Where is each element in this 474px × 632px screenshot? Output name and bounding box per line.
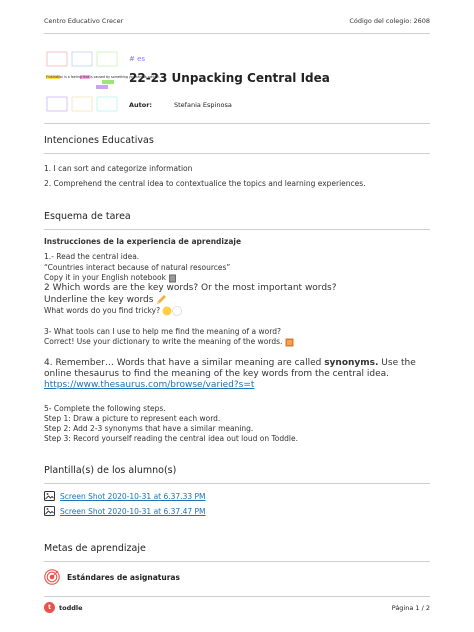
image-file-icon: [44, 506, 55, 516]
notebook-icon: [168, 274, 177, 283]
template-file-link[interactable]: Screen Shot 2020-10-31 at 6.37.47 PM: [60, 506, 206, 516]
templates-heading: Plantilla(s) de los alumno(s): [44, 465, 177, 476]
page-title: 22-23 Unpacking Central Idea: [129, 71, 330, 85]
intention-item: 2. Comprehend the central idea to contextualice the topics and learning experiences.: [44, 179, 366, 188]
task-line: Underline the key words: [44, 294, 167, 306]
target-icon: [44, 569, 60, 585]
author-label: Autor:: [129, 101, 153, 109]
intention-item: 1. I can sort and categorize information: [44, 164, 193, 173]
task-line: online thesaurus to find the meaning of the key words from the central idea.: [44, 369, 390, 379]
page-number: Página 1 / 2: [391, 603, 430, 612]
divider: [44, 229, 430, 230]
divider: [44, 483, 430, 484]
task-line: Copy it in your English notebook: [44, 273, 177, 283]
goals-heading: Metas de aprendizaje: [44, 543, 146, 554]
goal-label: Estándares de asignaturas: [67, 572, 180, 582]
page-footer: [44, 602, 430, 613]
dictionary-icon: [285, 338, 294, 347]
task-line: Step 3: Record yourself reading the central idea out loud on Toddle.: [44, 434, 298, 443]
thesaurus-link[interactable]: https://www.thesaurus.com/browse/varied?s=t: [44, 380, 255, 390]
toddle-logo-icon: t: [44, 602, 55, 613]
task-line: 4. Remember… Words that have a similar meaning are called synonyms. Use the: [44, 358, 416, 368]
template-file[interactable]: [44, 491, 206, 501]
task-line: 2 Which words are the key words? Or the most important words?: [44, 283, 337, 293]
task-line: 3- What tools can I use to help me find the meaning of a word?: [44, 327, 281, 336]
divider: [44, 123, 430, 124]
thinking-face-icon: [162, 306, 184, 316]
pencil-icon: [156, 294, 167, 305]
school-name: Centro Educativo Crecer: [44, 17, 124, 25]
task-line: Step 2: Add 2-3 synonyms that have a similar meaning.: [44, 424, 254, 433]
template-file-link[interactable]: Screen Shot 2020-10-31 at 6.37.33 PM: [60, 491, 206, 501]
task-heading: Esquema de tarea: [44, 211, 131, 222]
brand-name: toddle: [59, 603, 83, 612]
template-file[interactable]: [44, 506, 206, 516]
author-name: Stefania Espinosa: [174, 101, 232, 109]
header-divider: [44, 33, 430, 34]
unit-tag[interactable]: # es: [129, 55, 146, 63]
footer-divider: [44, 596, 430, 597]
thumbnail-text: Frustration is a feeling that is caused by something you cannot control: [46, 75, 159, 79]
intentions-heading: Intenciones Educativas: [44, 135, 154, 146]
toddle-logo: [44, 602, 83, 613]
synonyms-term: synonyms.: [324, 358, 379, 368]
task-line: Correct! Use your dictionary to write the meaning of the words.: [44, 337, 294, 347]
task-line: Step 1: Draw a picture to represent each word.: [44, 414, 221, 423]
divider: [44, 153, 430, 154]
page-header: [44, 17, 430, 25]
image-file-icon: [44, 491, 55, 501]
task-line: 5- Complete the following steps.: [44, 404, 166, 413]
task-line: What words do you find tricky?: [44, 306, 184, 316]
task-line: 1.- Read the central idea.: [44, 252, 140, 261]
divider: [44, 561, 430, 562]
school-code: Código del colegio: 2608: [349, 17, 430, 25]
task-line: “Countries interact because of natural resources”: [44, 263, 231, 272]
instructions-title: Instrucciones de la experiencia de aprendizaje: [44, 237, 242, 246]
goal-item[interactable]: [44, 569, 180, 585]
